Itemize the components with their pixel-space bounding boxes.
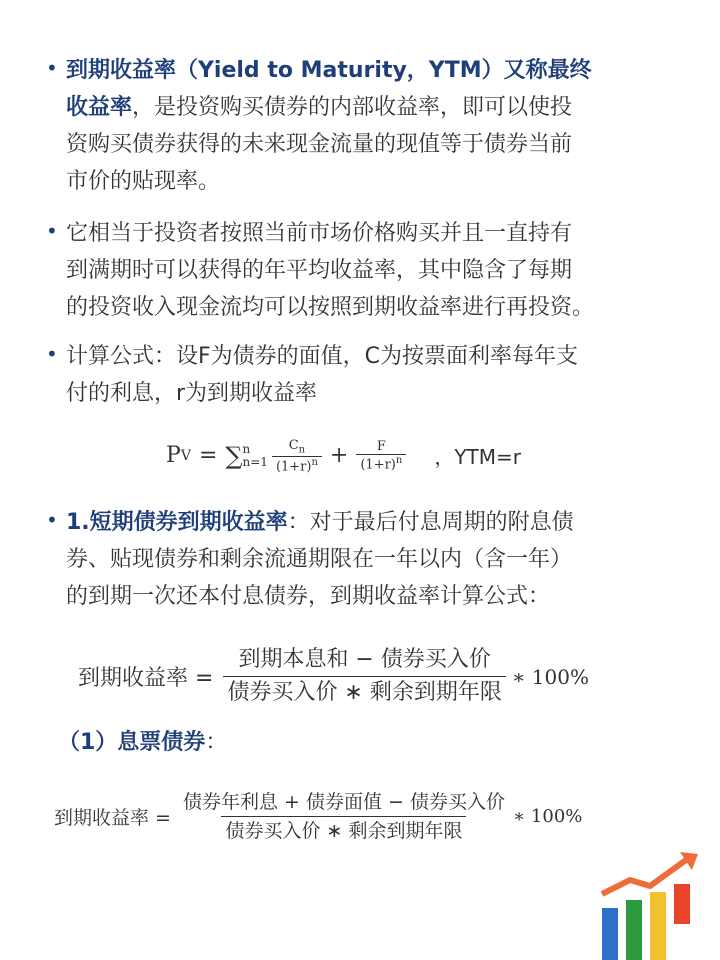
p1-line2: ，是投资购买债券的内部收益率，即可以使投 [132,95,573,120]
p3-line2: 付的利息，r为到期收益率 [66,381,318,406]
paragraph-ytm-meaning [46,215,686,326]
f1-den2: (1+r) [360,457,396,473]
formula-coupon-bond-ytm [54,788,582,845]
coupon-bond-title: （1）息票债券 [58,730,206,755]
p2-line2: 到满期时可以获得的年平均收益率，其中隐含了每期 [66,258,573,283]
f3-den: 债券买入价 ∗ 剩余到期年限 [221,816,466,845]
p4-line3: 的到期一次还本付息债券，到期收益率计算公式： [66,584,551,609]
p2-line3: 的投资收入现金流均可以按照到期收益率进行再投资。 [66,295,595,320]
f3-num: 债券年利息 + 债券面值 − 债券买入价 [182,791,505,813]
p4-line2: 券、贴现债券和剩余流通期限在一年以内（含一年） [66,547,573,572]
p4-line1: ：对于最后付息周期的附息债 [287,510,574,535]
bullet-2: • [46,219,58,243]
f1-sum-sub: n=1 [242,454,268,469]
f2-lhs: 到期收益率 = [78,666,214,691]
bullet-4: • [46,508,58,532]
f1-lhs: P [166,443,181,469]
f3-tail: ∗ 100% [512,806,583,827]
formula-present-value [166,438,521,474]
f2-tail: ∗ 100% [511,664,589,689]
p1-line4: 市价的贴现率。 [66,169,221,194]
f1-sum: ∑ [225,441,243,470]
f1-tail: ，YTM=r [434,445,522,470]
ytm-term-cont: 收益率 [66,95,133,120]
f2-den: 债券买入价 ∗ 剩余到期年限 [223,676,505,709]
p2-line1: 它相当于投资者按照当前市场价格购买并且一直持有 [66,221,573,246]
f2-num: 到期本息和 − 债券买入价 [238,647,491,672]
f1-den1: (1+r) [275,458,312,474]
f1-num1: C [288,438,299,453]
f2-frac [223,644,505,709]
short-term-heading: 1.短期债券到期收益率 [66,510,288,535]
bar-chart-growth-icon [600,850,710,960]
p1-line3: 资购买债券获得的未来现金流量的现值等于债券当前 [66,132,573,157]
f1-num2: F [376,439,386,455]
paragraph-short-term [46,504,686,615]
f1-num1-sub: n [298,444,306,456]
paragraph-ytm-definition [46,52,686,200]
f1-frac-2 [356,439,406,472]
f1-lhs-sub: V [180,447,191,464]
formula-short-term-ytm [78,644,589,709]
coupon-bond-colon: ： [205,730,228,755]
coupon-bond-heading [58,724,698,761]
f3-lhs: 到期收益率 = [54,807,171,829]
f1-den2-sup: n [395,455,403,467]
f1-frac-1 [272,438,322,474]
paragraph-formula-intro [46,338,686,412]
f1-eq: = [198,443,218,469]
bullet-3: • [46,342,58,366]
f3-frac [179,788,509,845]
f1-sum-sup: n [242,441,251,456]
bullet-1: • [46,56,58,80]
f1-plus: + [329,443,349,469]
p3-line1: 计算公式：设F为债券的面值，C为按票面利率每年支 [66,344,579,369]
ytm-term: 到期收益率（Yield to Maturity，YTM）又称最终 [66,58,592,83]
f1-den1-sup: n [311,456,318,468]
